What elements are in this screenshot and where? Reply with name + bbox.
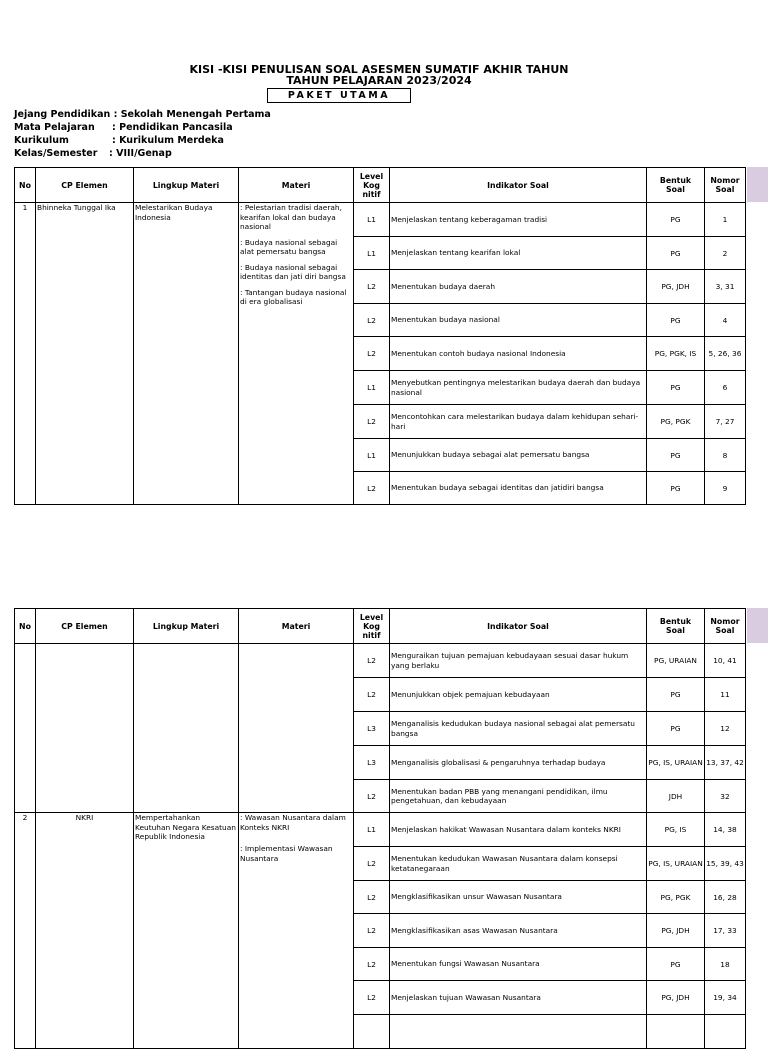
col-indikator: Indikator Soal xyxy=(390,168,647,203)
cell-nomor: 7, 27 xyxy=(705,405,746,439)
cell-nomor: 6 xyxy=(705,371,746,405)
col-level-l3: nitif xyxy=(362,630,381,640)
col-materi: Materi xyxy=(239,168,354,203)
cell-level: L1 xyxy=(354,813,390,847)
info-kurikulum-value: : Kurikulum Merdeka xyxy=(112,135,224,146)
info-jenjang-label: Jejang Pendidikan : xyxy=(14,109,118,120)
cell-nomor: 32 xyxy=(705,780,746,813)
cell-nomor: 1 xyxy=(705,203,746,237)
cell-indikator: Menganalisis globalisasi & pengaruhnya terhadap budaya xyxy=(390,746,647,780)
cell-level: L3 xyxy=(354,712,390,746)
col-level-l2: Kog xyxy=(363,621,380,631)
cell-bentuk: PG, IS, URAIAN xyxy=(647,746,705,780)
info-kurikulum xyxy=(14,134,224,147)
cell-level: L2 xyxy=(354,644,390,678)
col-nomor xyxy=(705,168,746,203)
cell-nomor: 14, 38 xyxy=(705,813,746,847)
cell-bentuk: PG, PGK xyxy=(647,881,705,914)
cell-bentuk: PG, IS xyxy=(647,813,705,847)
cell-nomor: 8 xyxy=(705,439,746,472)
col-materi: Materi xyxy=(239,609,354,644)
cell-bentuk: PG xyxy=(647,678,705,712)
cell-level: L1 xyxy=(354,371,390,405)
info-mapel-label: Mata Pelajaran xyxy=(14,122,95,133)
cell-level: L2 xyxy=(354,981,390,1015)
cell-indikator: Menjelaskan tujuan Wawasan Nusantara xyxy=(390,981,647,1015)
col-bentuk-l1: Bentuk xyxy=(659,176,692,185)
cell-level: L1 xyxy=(354,203,390,237)
continued-no xyxy=(15,644,36,813)
group-lingkup-materi: Mempertahankan Keutuhan Negara Kesatuan Republik Indonesia xyxy=(134,813,239,1049)
cell-nomor: 3, 31 xyxy=(705,270,746,304)
col-nomor-l1: Nomor xyxy=(710,176,740,185)
cell-bentuk: PG, PGK, IS xyxy=(647,337,705,371)
cell-level: L2 xyxy=(354,678,390,712)
info-mapel-value: : Pendidikan Pancasila xyxy=(112,122,233,133)
col-bentuk xyxy=(647,609,705,644)
col-bentuk-l1: Bentuk xyxy=(659,617,692,626)
group-lingkup-materi: Melestarikan Budaya Indonesia xyxy=(134,203,239,505)
info-kelas-label: Kelas/Semester xyxy=(14,148,98,159)
cell-nomor xyxy=(705,1015,746,1049)
cell-level: L2 xyxy=(354,914,390,948)
cell-level: L2 xyxy=(354,304,390,337)
cell-nomor: 11 xyxy=(705,678,746,712)
table-header-row xyxy=(15,168,746,203)
col-level xyxy=(354,609,390,644)
cell-indikator: Menentukan budaya sebagai identitas dan jatidiri bangsa xyxy=(390,472,647,505)
cell-nomor: 13, 37, 42 xyxy=(705,746,746,780)
materi-item: : Budaya nasional sebagai alat pemersatu bangsa xyxy=(240,237,338,256)
page-edge-tab xyxy=(747,608,768,643)
materi-item: : Budaya nasional sebagai identitas dan jati diri bangsa xyxy=(240,262,346,281)
cell-indikator: Menunjukkan objek pemajuan kebudayaan xyxy=(390,678,647,712)
cell-bentuk: PG xyxy=(647,203,705,237)
group-materi xyxy=(239,813,354,1049)
cell-nomor: 16, 28 xyxy=(705,881,746,914)
col-bentuk-l2: Soal xyxy=(666,185,685,194)
cell-bentuk: PG xyxy=(647,304,705,337)
cell-indikator: Menyebutkan pentingnya melestarikan budaya daerah dan budaya nasional xyxy=(390,371,647,405)
col-no: No xyxy=(15,609,36,644)
col-level-l1: Level xyxy=(359,171,384,181)
cell-bentuk: PG, JDH xyxy=(647,270,705,304)
cell-level: L2 xyxy=(354,337,390,371)
cell-level: L2 xyxy=(354,405,390,439)
cell-indikator: Menentukan badan PBB yang menangani pendidikan, ilmu pengetahuan, dan kebudayaan xyxy=(390,780,647,813)
materi-item: : Implementasi Wawasan Nusantara xyxy=(240,844,333,863)
cell-nomor: 12 xyxy=(705,712,746,746)
cell-nomor: 15, 39, 43 xyxy=(705,847,746,881)
cell-level: L1 xyxy=(354,237,390,270)
info-jenjang-value: Sekolah Menengah Pertama xyxy=(120,109,271,120)
cell-bentuk: PG, IS, URAIAN xyxy=(647,847,705,881)
cell-bentuk: PG xyxy=(647,371,705,405)
cell-level: L1 xyxy=(354,439,390,472)
cell-nomor: 18 xyxy=(705,948,746,981)
table-header-row xyxy=(15,609,746,644)
cell-level: L2 xyxy=(354,881,390,914)
cell-bentuk: PG, PGK xyxy=(647,405,705,439)
col-bentuk-l2: Soal xyxy=(666,626,685,635)
cell-nomor: 5, 26, 36 xyxy=(705,337,746,371)
cell-bentuk: PG xyxy=(647,472,705,505)
cell-indikator: Menjelaskan tentang kearifan lokal xyxy=(390,237,647,270)
continued-cp-elemen xyxy=(36,644,134,813)
group-materi xyxy=(239,203,354,505)
cell-indikator: Mengklasifikasikan asas Wawasan Nusantara xyxy=(390,914,647,948)
info-kelas xyxy=(14,147,172,160)
group-cp-elemen: NKRI xyxy=(36,813,134,1049)
col-nomor-l1: Nomor xyxy=(710,617,740,626)
cell-indikator: Menunjukkan budaya sebagai alat pemersatu bangsa xyxy=(390,439,647,472)
cell-indikator: Menentukan kedudukan Wawasan Nusantara dalam konsepsi ketatanegaraan xyxy=(390,847,647,881)
cell-bentuk: PG xyxy=(647,439,705,472)
continued-materi xyxy=(239,644,354,813)
info-kelas-value: : VIII/Genap xyxy=(109,148,172,159)
cell-indikator: Mengklasifikasikan unsur Wawasan Nusantara xyxy=(390,881,647,914)
col-level-l1: Level xyxy=(359,612,384,622)
document-title: KISI -KISI PENULISAN SOAL ASESMEN SUMATIF AKHIR TAHUN xyxy=(189,63,569,76)
info-jenjang xyxy=(14,108,271,121)
cell-indikator: Menentukan contoh budaya nasional Indonesia xyxy=(390,337,647,371)
cell-nomor: 9 xyxy=(705,472,746,505)
cell-bentuk: PG, JDH xyxy=(647,981,705,1015)
cell-level xyxy=(354,1015,390,1049)
cell-indikator: Menentukan budaya nasional xyxy=(390,304,647,337)
col-cp-elemen: CP Elemen xyxy=(36,168,134,203)
cell-indikator: Menjelaskan hakikat Wawasan Nusantara dalam konteks NKRI xyxy=(390,813,647,847)
kisi-kisi-table-1 xyxy=(14,167,746,505)
cell-nomor: 19, 34 xyxy=(705,981,746,1015)
cell-indikator: Menentukan fungsi Wawasan Nusantara xyxy=(390,948,647,981)
group-no: 2 xyxy=(15,813,36,1049)
materi-item: : Pelestarian tradisi daerah, kearifan lokal dan budaya nasional xyxy=(240,203,342,231)
cell-indikator: Menganalisis kedudukan budaya nasional sebagai alat pemersatu bangsa xyxy=(390,712,647,746)
group-cp-elemen: Bhinneka Tunggal Ika xyxy=(36,203,134,505)
col-lingkup-materi: Lingkup Materi xyxy=(134,168,239,203)
cell-nomor: 17, 33 xyxy=(705,914,746,948)
table-2-body xyxy=(15,609,746,1049)
col-lingkup-materi: Lingkup Materi xyxy=(134,609,239,644)
col-nomor-l2: Soal xyxy=(715,626,735,635)
col-nomor-l2: Soal xyxy=(715,185,735,194)
info-kurikulum-label: Kurikulum xyxy=(14,135,69,146)
col-level-l2: Kog xyxy=(363,180,380,190)
materi-item: : Tantangan budaya nasional di era globalisasi xyxy=(240,287,347,306)
cell-indikator: Menentukan budaya daerah xyxy=(390,270,647,304)
table-1-body xyxy=(15,168,746,505)
cell-level: L2 xyxy=(354,847,390,881)
cell-level: L2 xyxy=(354,948,390,981)
cell-level: L2 xyxy=(354,270,390,304)
cell-bentuk: PG, JDH xyxy=(647,914,705,948)
document-subtitle: TAHUN PELAJARAN 2023/2024 xyxy=(286,74,472,87)
cell-level: L2 xyxy=(354,780,390,813)
cell-bentuk: JDH xyxy=(647,780,705,813)
kisi-kisi-table-2 xyxy=(14,608,746,1049)
table-row xyxy=(15,813,746,847)
cell-bentuk xyxy=(647,1015,705,1049)
col-bentuk xyxy=(647,168,705,203)
cell-nomor: 4 xyxy=(705,304,746,337)
cell-indikator xyxy=(390,1015,647,1049)
info-mapel xyxy=(14,121,233,134)
cell-nomor: 2 xyxy=(705,237,746,270)
cell-bentuk: PG xyxy=(647,237,705,270)
cell-indikator: Menguraikan tujuan pemajuan kebudayaan sesuai dasar hukum yang berlaku xyxy=(390,644,647,678)
cell-indikator: Menjelaskan tentang keberagaman tradisi xyxy=(390,203,647,237)
paket-label: PAKET UTAMA xyxy=(267,88,411,103)
group-no: 1 xyxy=(15,203,36,505)
col-level xyxy=(354,168,390,203)
table-row xyxy=(15,203,746,237)
col-no: No xyxy=(15,168,36,203)
col-cp-elemen: CP Elemen xyxy=(36,609,134,644)
cell-bentuk: PG xyxy=(647,712,705,746)
cell-bentuk: PG xyxy=(647,948,705,981)
materi-item: : Wawasan Nusantara dalam Konteks NKRI xyxy=(240,813,346,832)
cell-level: L3 xyxy=(354,746,390,780)
page-edge-tab xyxy=(747,167,768,202)
cell-bentuk: PG, URAIAN xyxy=(647,644,705,678)
cell-level: L2 xyxy=(354,472,390,505)
cell-indikator: Mencontohkan cara melestarikan budaya dalam kehidupan sehari-hari xyxy=(390,405,647,439)
continued-lingkup-materi xyxy=(134,644,239,813)
cell-nomor: 10, 41 xyxy=(705,644,746,678)
col-level-l3: nitif xyxy=(362,189,381,199)
table-row xyxy=(15,644,746,678)
col-indikator: Indikator Soal xyxy=(390,609,647,644)
col-nomor xyxy=(705,609,746,644)
